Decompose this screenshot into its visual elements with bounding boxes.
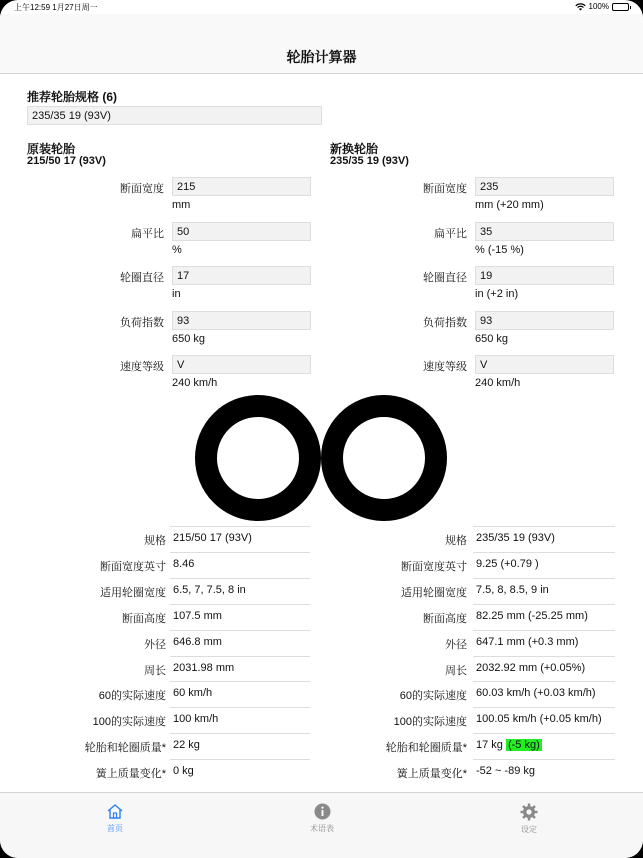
original-row-divider <box>170 552 310 553</box>
original-field-unit: 240 km/h <box>172 377 218 390</box>
replacement-field-input[interactable]: 235 <box>475 177 614 196</box>
tab-glossary-label: 术语表 <box>310 824 334 833</box>
replacement-field-unit: 650 kg <box>475 332 509 345</box>
original-field-unit: % <box>172 243 182 256</box>
replacement-result-text: 647.1 mm (+0.3 mm) <box>476 635 579 648</box>
original-result-label: 断面高度 <box>122 612 166 625</box>
page-title: 轮胎计算器 <box>286 49 357 65</box>
replacement-result-label: 断面高度 <box>423 612 467 625</box>
replacement-row-divider <box>473 578 615 579</box>
original-result-text: 646.8 mm <box>173 635 222 648</box>
original-field-label: 轮圈直径 <box>120 272 164 285</box>
original-result-text: 107.5 mm <box>173 609 222 622</box>
original-row-divider <box>170 656 310 657</box>
replacement-field-input[interactable]: 35 <box>475 222 614 241</box>
original-result-label: 外径 <box>144 638 166 651</box>
original-result-value <box>173 610 222 622</box>
replacement-result-label: 周长 <box>445 664 467 677</box>
replacement-row-divider <box>473 681 615 682</box>
replacement-tire-ring <box>321 395 447 521</box>
replacement-row-divider <box>473 707 615 708</box>
replacement-result-text: 235/35 19 (93V) <box>476 532 555 544</box>
original-result-label: 适用轮圈宽度 <box>100 586 166 599</box>
original-result-text: 100 km/h <box>173 713 219 726</box>
original-result-label: 规格 <box>144 535 166 547</box>
replacement-field-label: 扁平比 <box>434 227 467 240</box>
replacement-title: 新换轮胎 <box>330 142 379 156</box>
replacement-field-input[interactable]: V <box>475 355 614 374</box>
original-field-label: 断面宽度 <box>120 183 164 195</box>
replacement-result-label: 轮胎和轮圈质量* <box>385 742 467 755</box>
replacement-result-value <box>476 636 578 648</box>
replacement-field-unit: % (-15 %) <box>475 243 524 256</box>
original-result-label: 100的实际速度 <box>92 716 166 729</box>
original-field-input[interactable]: V <box>172 355 311 374</box>
original-field-input[interactable]: 50 <box>172 222 311 241</box>
original-result-value <box>173 584 246 596</box>
replacement-field-label: 断面宽度 <box>423 183 467 195</box>
original-spec: 215/50 17 (93V) <box>27 155 106 167</box>
calculator-content[interactable] <box>12 75 631 792</box>
replacement-result-value <box>476 765 535 777</box>
replacement-row-divider <box>473 656 615 657</box>
replacement-result-text: 17 kg <box>476 739 503 752</box>
replacement-result-label: 簧上质量变化* <box>396 768 467 781</box>
replacement-result-text: 9.25 (+0.79 ) <box>476 557 539 570</box>
replacement-result-value <box>476 584 549 596</box>
original-field-unit: mm <box>172 199 191 211</box>
replacement-result-text: 82.25 mm (-25.25 mm) <box>476 609 588 622</box>
replacement-field-input[interactable]: 19 <box>475 266 614 285</box>
original-result-label: 60的实际速度 <box>98 690 166 703</box>
replacement-result-text: 7.5, 8, 8.5, 9 in <box>476 583 549 596</box>
replacement-result-label: 规格 <box>445 535 467 547</box>
original-result-value <box>173 739 200 751</box>
replacement-row-divider <box>473 630 615 631</box>
home-icon <box>106 803 124 820</box>
replacement-result-value <box>476 687 596 699</box>
replacement-result-text: -52 ~ -89 kg <box>476 765 536 778</box>
original-row-divider <box>170 733 310 734</box>
status-right <box>575 2 629 11</box>
original-result-value <box>173 662 234 674</box>
status-bar <box>0 0 643 14</box>
wifi-icon <box>575 3 586 11</box>
original-row-divider <box>170 604 310 605</box>
battery-icon <box>612 3 629 11</box>
replacement-result-label: 60的实际速度 <box>399 690 467 703</box>
replacement-result-value <box>476 739 542 751</box>
info-icon <box>314 803 331 820</box>
original-row-divider <box>170 630 310 631</box>
original-row-divider <box>170 578 310 579</box>
original-result-value <box>173 713 218 725</box>
replacement-result-label: 100的实际速度 <box>393 716 467 729</box>
original-result-text: 215/50 17 (93V) <box>173 532 252 544</box>
original-field-unit: in <box>172 288 181 301</box>
original-result-value <box>173 765 194 777</box>
replacement-row-divider <box>473 733 615 734</box>
replacement-field-label: 负荷指数 <box>423 316 467 329</box>
replacement-row-divider <box>473 526 615 527</box>
original-field-input[interactable]: 93 <box>172 311 311 330</box>
weight-change-badge: (-5 kg) <box>507 739 540 752</box>
recommend-field[interactable]: 235/35 19 (93V) <box>27 106 322 125</box>
replacement-field-unit: in (+2 in) <box>475 288 519 301</box>
tab-glossary[interactable] <box>282 803 362 834</box>
status-time-date: 上午12:59 1月27日周一 <box>14 3 98 12</box>
replacement-row-divider <box>473 759 615 760</box>
original-field-unit: 650 kg <box>172 332 206 345</box>
replacement-result-text: 60.03 km/h (+0.03 km/h) <box>476 687 596 700</box>
original-title: 原装轮胎 <box>27 142 76 156</box>
tab-settings[interactable] <box>489 803 569 835</box>
original-result-label: 周长 <box>144 664 166 677</box>
original-row-divider <box>170 707 310 708</box>
replacement-result-label: 断面宽度英寸 <box>401 560 467 573</box>
original-row-divider <box>170 759 310 760</box>
original-field-label: 负荷指数 <box>120 316 164 329</box>
original-result-text: 60 km/h <box>173 687 213 700</box>
original-result-text: 8.46 <box>173 557 195 570</box>
replacement-spec: 235/35 19 (93V) <box>330 155 409 167</box>
tab-home-label: 首页 <box>107 824 123 833</box>
replacement-result-text: 2032.92 mm (+0.05%) <box>476 661 586 674</box>
replacement-result-value <box>476 558 539 570</box>
replacement-result-value <box>476 532 555 544</box>
original-result-text: 2031.98 mm <box>173 661 235 674</box>
battery-percent: 100% <box>588 2 609 11</box>
original-result-value <box>173 558 194 570</box>
original-result-text: 0 kg <box>173 765 194 778</box>
replacement-field-label: 轮圈直径 <box>423 272 467 285</box>
replacement-result-value <box>476 662 585 674</box>
replacement-result-text: 100.05 km/h (+0.05 km/h) <box>476 713 602 726</box>
original-field-label: 扁平比 <box>131 227 164 240</box>
recommend-title: 推荐轮胎规格 (6) <box>27 90 118 104</box>
replacement-field-label: 速度等级 <box>423 361 467 374</box>
original-result-value <box>173 532 252 544</box>
replacement-result-label: 适用轮圈宽度 <box>401 586 467 599</box>
tab-home[interactable] <box>75 803 155 834</box>
replacement-result-value <box>476 610 588 622</box>
replacement-result-value <box>476 713 602 725</box>
original-result-label: 断面宽度英寸 <box>100 560 166 573</box>
replacement-row-divider <box>473 604 615 605</box>
gear-icon <box>520 803 538 821</box>
original-row-divider <box>170 681 310 682</box>
original-result-value <box>173 687 212 699</box>
original-field-input[interactable]: 215 <box>172 177 311 196</box>
original-result-text: 6.5, 7, 7.5, 8 in <box>173 583 246 596</box>
original-result-value <box>173 636 222 648</box>
original-result-label: 簧上质量变化* <box>95 768 166 781</box>
replacement-result-label: 外径 <box>445 638 467 651</box>
replacement-field-unit: 240 km/h <box>475 377 521 390</box>
tab-settings-label: 设定 <box>521 825 537 834</box>
original-field-input[interactable]: 17 <box>172 266 311 285</box>
replacement-field-input[interactable]: 93 <box>475 311 614 330</box>
original-field-label: 速度等级 <box>120 361 164 374</box>
original-result-label: 轮胎和轮圈质量* <box>84 742 166 755</box>
original-tire-ring <box>195 395 321 521</box>
original-result-text: 22 kg <box>173 739 200 752</box>
replacement-field-unit: mm (+20 mm) <box>475 199 544 211</box>
original-row-divider <box>170 526 310 527</box>
nav-bar <box>0 14 643 74</box>
replacement-row-divider <box>473 552 615 553</box>
tab-bar <box>0 792 643 858</box>
